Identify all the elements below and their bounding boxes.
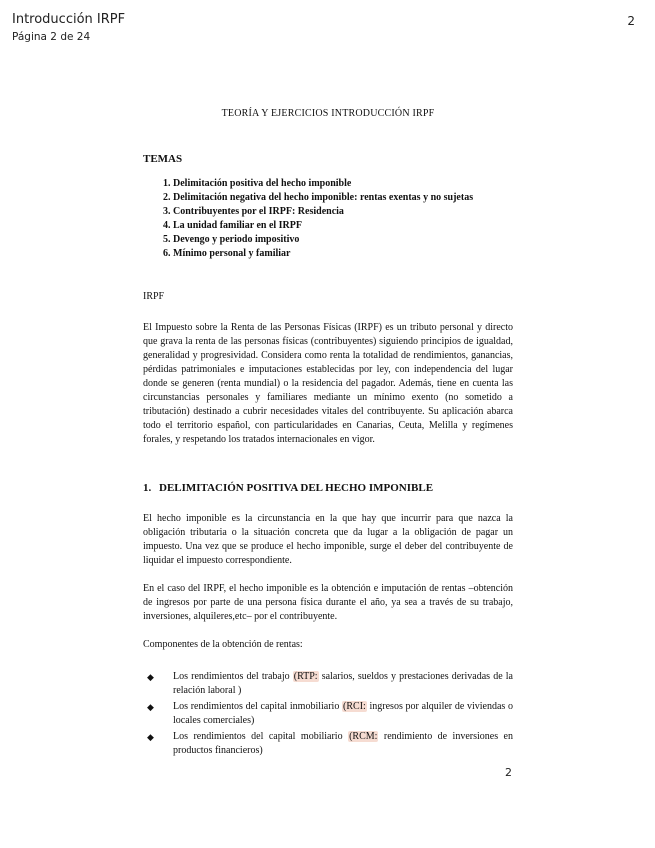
- list-item: ◆ Los rendimientos del capital mobiliario (RCM: rendimiento de inversiones en productos financieros): [147, 731, 513, 756]
- temas-item: 6. Mínimo personal y familiar: [173, 247, 513, 261]
- viewer-doc-title: Introducción IRPF: [12, 12, 126, 27]
- bullet-icon: ◆: [147, 672, 154, 682]
- footer-page-number: 2: [505, 766, 512, 779]
- temas-item: 2. Delimitación negativa del hecho imponible: rentas exentas y no sujetas: [173, 191, 513, 205]
- temas-item: 5. Devengo y periodo impositivo: [173, 233, 513, 247]
- viewer-page-number: 2: [627, 14, 635, 28]
- temas-item: 4. La unidad familiar en el IRPF: [173, 219, 513, 233]
- irpf-heading: IRPF: [143, 291, 165, 302]
- section-title: DELIMITACIÓN POSITIVA DEL HECHO IMPONIBLE: [159, 482, 434, 494]
- list-item: ◆ Los rendimientos del trabajo (RTP: salarios, sueldos y prestaciones derivadas de la relación laboral ): [147, 671, 513, 696]
- section-number: 1.: [143, 482, 152, 494]
- section-paragraph: En el caso del IRPF, el hecho imponible es la obtención e imputación de rentas –obtención de ingresos por parte de una persona física durante el año, ya sea a través de su trabajo, inversiones, alquileres,etc– por el contribuyente.: [143, 583, 513, 622]
- highlight: (RCI:: [343, 701, 366, 712]
- document-page: [143, 108, 513, 760]
- temas-list: [143, 177, 513, 261]
- viewer-page-indicator: Página 2 de 24: [12, 31, 91, 43]
- highlight: (RCM:: [349, 731, 378, 742]
- list-item: ◆ Los rendimientos del capital inmobiliario (RCI: ingresos por alquiler de viviendas o locales comerciales): [147, 701, 513, 726]
- highlight: (RTP:: [293, 671, 318, 682]
- section-heading: [143, 482, 513, 494]
- section-paragraph: El hecho imponible es la circunstancia en la que hay que incurrir para que nazca la obligación tributaria o la situación concreta que da lugar a la obligación de pagar un impuesto. Una vez que se produce el hecho imponible, surge el deber del contribuyente de liquidar el impuesto correspondiente.: [143, 513, 513, 566]
- bullet-icon: ◆: [147, 702, 154, 712]
- irpf-paragraph: El Impuesto sobre la Renta de las Personas Físicas (IRPF) es un tributo personal y directo que grava la renta de las personas físicas (contribuyentes) siguiendo principios de igualdad, generalidad y progresividad. Considera como renta la totalidad de rendimientos, ganancias, pérdidas patrimoniales e imputaciones establecidas por ley, con independencia del lugar donde se generen (renta mundial) o la residencia del pagador. Además, tiene en cuenta las circunstancias personales y familiares mediante un mínimo exento (no sometido a tributación) destinado a cubrir necesidades vitales del contribuyente. Su aplicación abarca todo el territorio español, con particularidades en Canarias, Ceuta, Melilla y regímenes forales, y respetando los tratados internacionales en vigor.: [143, 322, 513, 445]
- temas-item: 3. Contribuyentes por el IRPF: Residencia: [173, 205, 513, 219]
- components-list: [143, 670, 513, 758]
- bullet-icon: ◆: [147, 732, 154, 742]
- components-label: Componentes de la obtención de rentas:: [143, 639, 303, 650]
- temas-heading: TEMAS: [143, 153, 183, 165]
- temas-item: 1. Delimitación positiva del hecho imponible: [173, 177, 513, 191]
- document-title: TEORÍA Y EJERCICIOS INTRODUCCIÓN IRPF: [221, 108, 435, 119]
